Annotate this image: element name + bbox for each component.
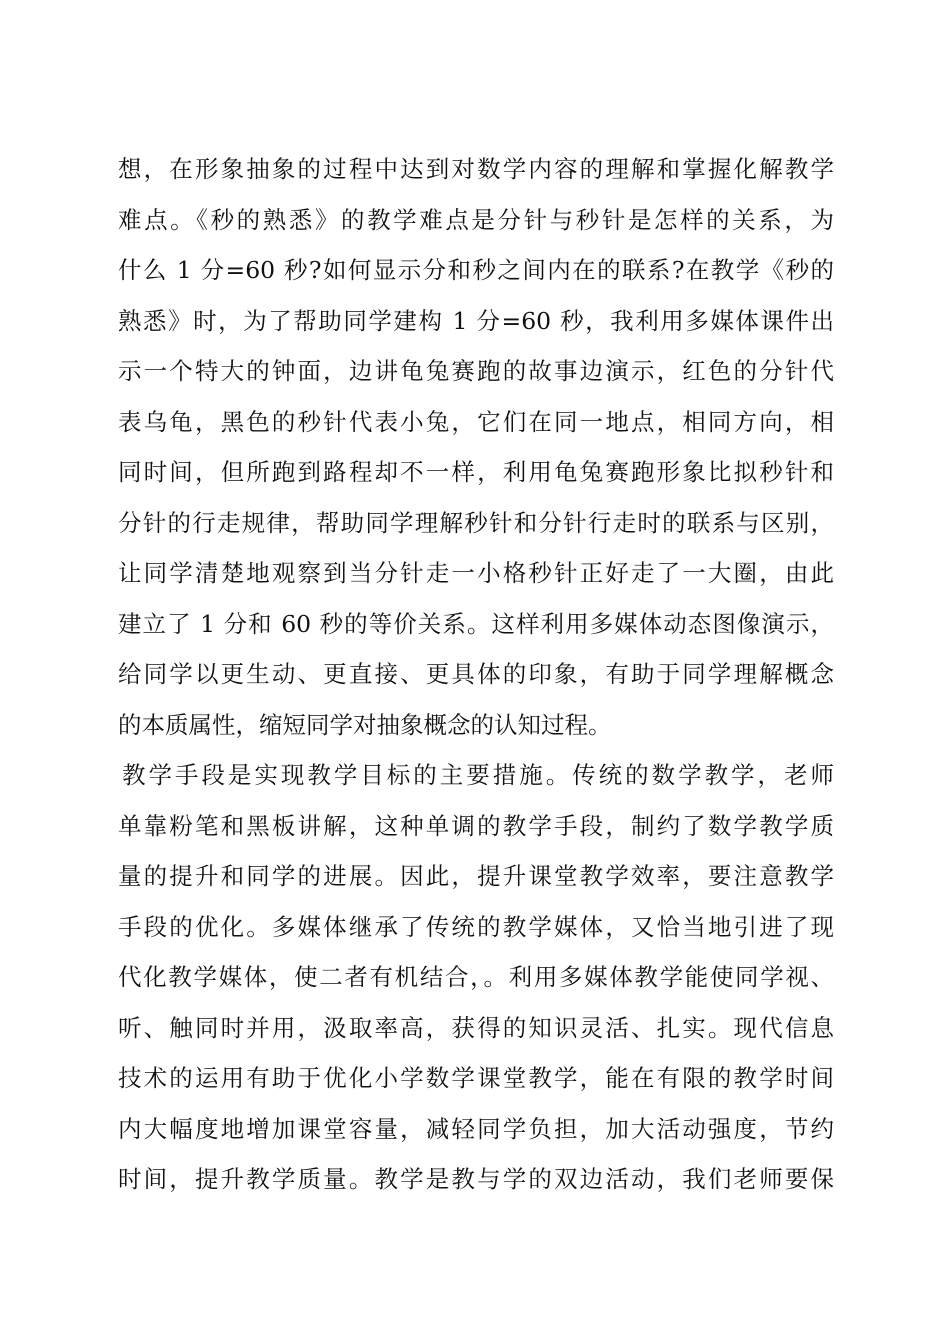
text-line: 单靠粉笔和黑板讲解，这种单调的教学手段，制约了数学教学质 bbox=[118, 811, 834, 840]
text-line: 量的提升和同学的进展。因此，提升课堂教学效率，要注意教学 bbox=[118, 862, 834, 890]
paragraph-2 bbox=[118, 750, 834, 1205]
paragraph-1 bbox=[118, 144, 834, 750]
text-line: 让同学清楚地观察到当分针走一小格秒针正好走了一大圈，由此 bbox=[118, 559, 834, 587]
text-line: 熟悉》时，为了帮助同学建构 1 分=60 秒，我利用多媒体课件出 bbox=[118, 306, 834, 335]
text-line: 内大幅度地增加课堂容量，减轻同学负担，加大活动强度，节约 bbox=[118, 1114, 834, 1143]
text-line: 难点。《秒的熟悉》的教学难点是分针与秒针是怎样的关系，为 bbox=[118, 205, 834, 234]
text-line: 给同学以更生动、更直接、更具体的印象，有助于同学理解概念 bbox=[118, 660, 834, 688]
body-text bbox=[118, 144, 834, 1205]
text-line: 的本质属性，缩短同学对抽象概念的认知过程。 bbox=[118, 710, 612, 739]
text-line: 听、触同时并用，汲取率高，获得的知识灵活、扎实。现代信息 bbox=[118, 1013, 834, 1042]
text-line: 分针的行走规律，帮助同学理解秒针和分针行走时的联系与区别， bbox=[118, 508, 834, 537]
text-line: 同时间，但所跑到路程却不一样，利用龟兔赛跑形象比拟秒针和 bbox=[118, 458, 834, 486]
text-line: 教学手段是实现教学目标的主要措施。传统的数学教学，老师 bbox=[122, 761, 834, 789]
text-line: 代化教学媒体，使二者有机结合，。利用多媒体教学能使同学视、 bbox=[118, 963, 834, 991]
text-line: 示一个特大的钟面，边讲龟兔赛跑的故事边演示，红色的分针代 bbox=[118, 357, 834, 385]
text-line: 什么 1 分=60 秒?如何显示分和秒之间内在的联系?在教学《秒的 bbox=[118, 256, 834, 284]
text-line: 技术的运用有助于优化小学数学课堂教学，能在有限的教学时间 bbox=[118, 1064, 834, 1092]
text-line: 时间，提升教学质量。教学是教与学的双边活动，我们老师要保 bbox=[118, 1165, 834, 1193]
text-line: 手段的优化。多媒体继承了传统的教学媒体，又恰当地引进了现 bbox=[118, 912, 834, 941]
text-line: 想，在形象抽象的过程中达到对数学内容的理解和掌握化解教学 bbox=[118, 155, 834, 183]
text-line: 表乌龟，黑色的秒针代表小兔，它们在同一地点，相同方向，相 bbox=[118, 407, 834, 436]
text-line: 建立了 1 分和 60 秒的等价关系。这样利用多媒体动态图像演示， bbox=[118, 609, 834, 638]
